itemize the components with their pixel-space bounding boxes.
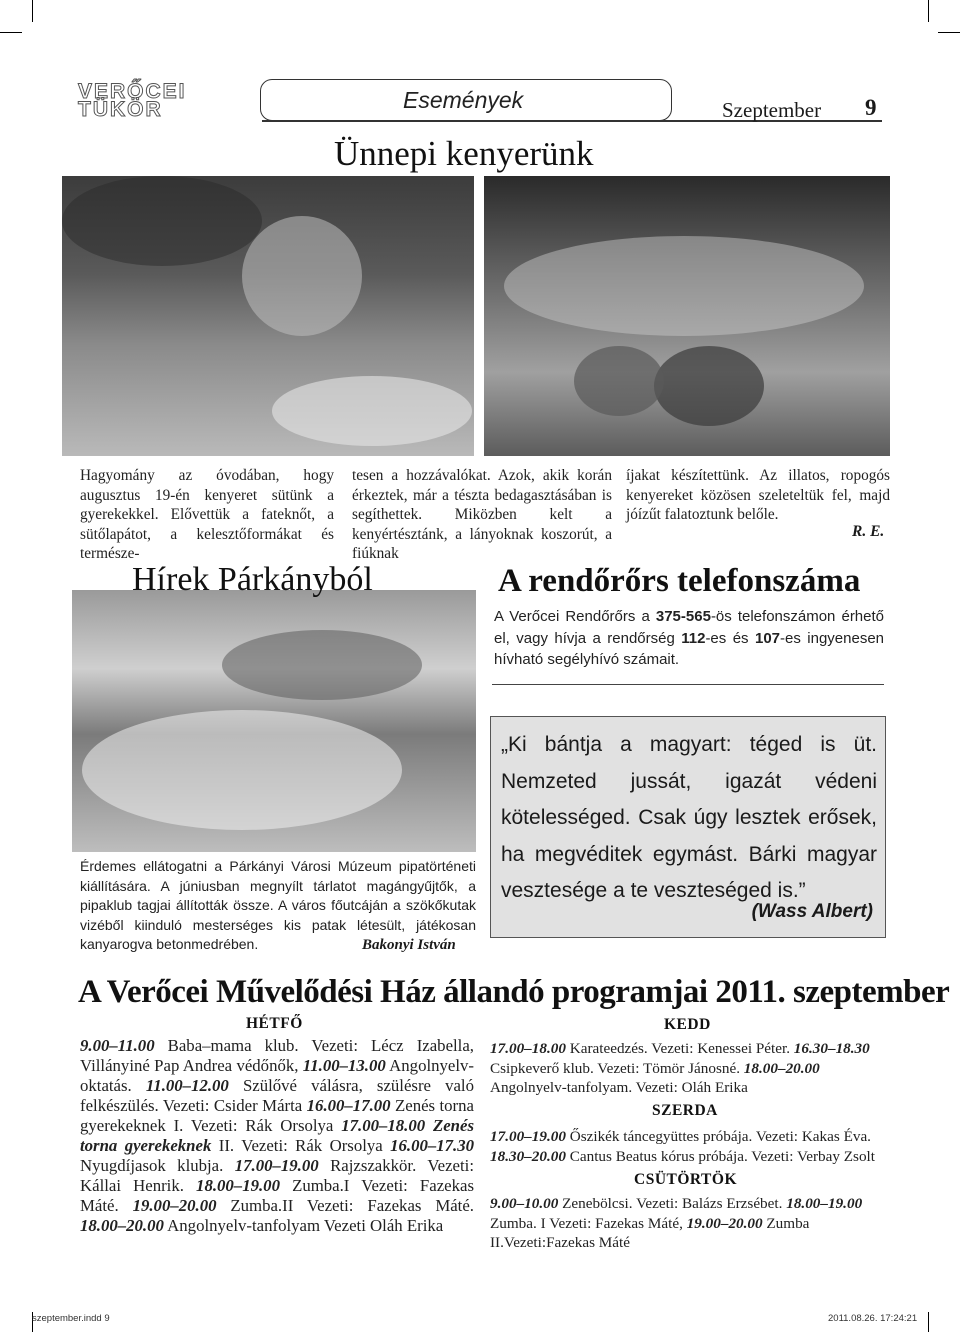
program-time: 17.00–19.00 (234, 1156, 319, 1175)
program-time: 9.00–10.00 (490, 1195, 559, 1212)
masthead-logo (78, 80, 218, 121)
section-tab (260, 79, 672, 121)
article-bread-col-2: tesen a hozzávalókat. Azok, akik korán érkeztek, már a tészta bedagasztásában is segíthettek. Miközben kelt a kenyértésztánk, a lányoknak koszorút, a fiúknak (352, 467, 612, 562)
program-list-wednesday (490, 1127, 886, 1166)
program-description: Karateedzés. Vezeti: Kenessei Péter. (565, 1040, 794, 1057)
article-bread-signature: R. E. (852, 523, 885, 540)
program-description: Zenés torna gyerekeknek I. Vezeti: Rák Orsolya (80, 1096, 474, 1135)
program-description: Csipkeverő klub. Vezeti: Tömör Jánosné. (490, 1059, 744, 1077)
quote-text: „Ki bántja a magyart: téged is üt. Nemzeted jussát, igazát védeni kötelességed. Csak úgy lesztek erősek, ha megvéditek egymást. Bárki magyar vesztesége a te veszteséged is.” (501, 733, 877, 902)
emergency-number-107: 107 (754, 629, 781, 647)
crop-mark (928, 0, 929, 22)
program-list-tuesday (490, 1039, 886, 1098)
program-time: 19.00–20.00 (686, 1214, 763, 1232)
program-time: 11.00–13.00 (302, 1056, 386, 1075)
program-list-thursday (490, 1194, 886, 1253)
photo-bread-making (62, 176, 474, 456)
program-time: 19.00–20.00 (132, 1196, 217, 1215)
emergency-number-112: 112 (681, 629, 706, 647)
program-time: 18.30–20.00 (490, 1147, 566, 1165)
day-heading-thursday: CSÜTÖRTÖK (634, 1171, 738, 1188)
program-description: Nyugdíjasok klubja. (80, 1156, 235, 1175)
quote-author: (Wass Albert) (751, 901, 873, 922)
article-parkany-signature: Bakonyi István (362, 937, 456, 953)
program-description: Zumba II.Vezeti:Fazekas Máté (490, 1214, 810, 1251)
program-time: 18.00–20.00 (80, 1216, 164, 1235)
photo-children-bread (484, 176, 890, 456)
footer-file-name: szeptember.indd 9 (32, 1313, 110, 1324)
program-description: Angolnyelv-oktatás. (80, 1056, 474, 1095)
program-time: 17.00–18.00 Zenés torna gyerekeknek (80, 1116, 474, 1155)
program-description: Zenebölcsi. Vezeti: Balázs Erzsébet. (558, 1195, 787, 1212)
program-description: Zumba.II Vezeti: Fazekas Máté. (216, 1196, 474, 1215)
article-title-bread: Ünnepi kenyerünk (334, 134, 594, 173)
article-parkany-text: Érdemes ellátogatni a Párkányi Városi Múzeum pipatörténeti kiállítására. A júniusban megnyílt tárlatot magángyűjtők, a pipaklub tagjai állították össze. A város főutcáján a szökőkutak vizéből kiinduló mesterséges kis patak létesült, játékosan kanyarogva betonmedrében. (80, 858, 476, 952)
footer-timestamp: 2011.08.26. 17:24:21 (828, 1313, 918, 1324)
page-number: 9 (865, 95, 877, 120)
logo-line-2: TÜKÖR (78, 98, 163, 121)
crop-mark (32, 0, 33, 22)
program-description: Zumba.I Vezeti: Fazekas Máté. (80, 1176, 474, 1215)
program-description: Baba–mama klub. Vezeti: Lécz Izabella, Villányiné Pap Andrea védőnők, (80, 1036, 474, 1075)
program-time: 18.00–19.00 (786, 1195, 863, 1212)
program-description: Cantus Beatus kórus próbája. Vezeti: Verbay Zsolt (565, 1147, 875, 1165)
day-heading-monday: HÉTFŐ (246, 1015, 303, 1032)
article-title-police: A rendőrőrs telefonszáma (498, 563, 861, 599)
day-heading-wednesday: SZERDA (652, 1102, 718, 1119)
section-label: Események (403, 87, 524, 113)
crop-mark (0, 32, 22, 33)
program-time: 17.00–19.00 (490, 1128, 566, 1145)
program-time: 9.00–11.00 (80, 1036, 155, 1055)
article-police-text: A Verőcei Rendőrőrs a 375-565-ös telefonszámon érhető el, vagy hívja a rendőrség 112-es és 107-es ingyenesen hívható segélyhívó számait. (494, 608, 885, 668)
program-time: 18.00–19.00 (196, 1176, 280, 1195)
program-description: Zumba. I Vezeti: Fazekas Máté, (490, 1214, 687, 1232)
quote-box (490, 716, 886, 938)
article-bread-col-1: Hagyomány az óvodában, hogy augusztus 19-én kenyeret sütünk a gyerekekkel. Elővettük a fateknőt, a sütőlapátot, a kelesztőformákat és természe- (80, 467, 334, 562)
crop-mark (928, 1312, 929, 1332)
article-bread-col-3: íjakat készítettünk. Az illatos, ropogós kenyereket közösen szeleteltük fel, majd jóízűt falatoztunk belőle. (626, 467, 890, 523)
program-time: 16.00–17.00 (306, 1096, 391, 1115)
program-time: 18.00–20.00 (743, 1059, 820, 1077)
program-description: Szülővé válásra, szülésre való felkészülés. Vezeti: Csider Márta (80, 1076, 474, 1115)
issue-month: Szeptember (722, 98, 822, 122)
program-description: Rajzszakkör. Vezeti: Kállai Henrik. (80, 1156, 474, 1195)
day-heading-tuesday: KEDD (664, 1016, 711, 1033)
program-time: 11.00–12.00 (145, 1076, 229, 1095)
program-description: Őszikék táncegyüttes próbája. Vezeti: Kakas Éva. (565, 1128, 871, 1145)
programs-title: A Verőcei Művelődési Ház állandó programjai 2011. szeptember (78, 974, 950, 1010)
article-title-parkany: Hírek Párkányból (132, 561, 373, 598)
crop-mark (938, 32, 960, 33)
police-phone: 375-565 (655, 608, 711, 625)
program-time: 17.00–18.00 (490, 1040, 566, 1057)
logo-line-1: VERŐCEI (78, 80, 187, 103)
program-description: II. Vezeti: Rák Orsolya (211, 1136, 391, 1155)
program-list-monday (80, 1036, 474, 1236)
program-description: Angolnyelv-tanfolyam Vezeti Oláh Erika (163, 1216, 444, 1235)
divider (492, 684, 884, 685)
program-time: 16.00–17.30 (390, 1136, 474, 1155)
program-description: Angolnyelv-tanfolyam. Vezeti: Oláh Erika (490, 1079, 748, 1096)
program-time: 16.30–18.30 (793, 1040, 870, 1057)
photo-fountain-street (72, 590, 476, 852)
